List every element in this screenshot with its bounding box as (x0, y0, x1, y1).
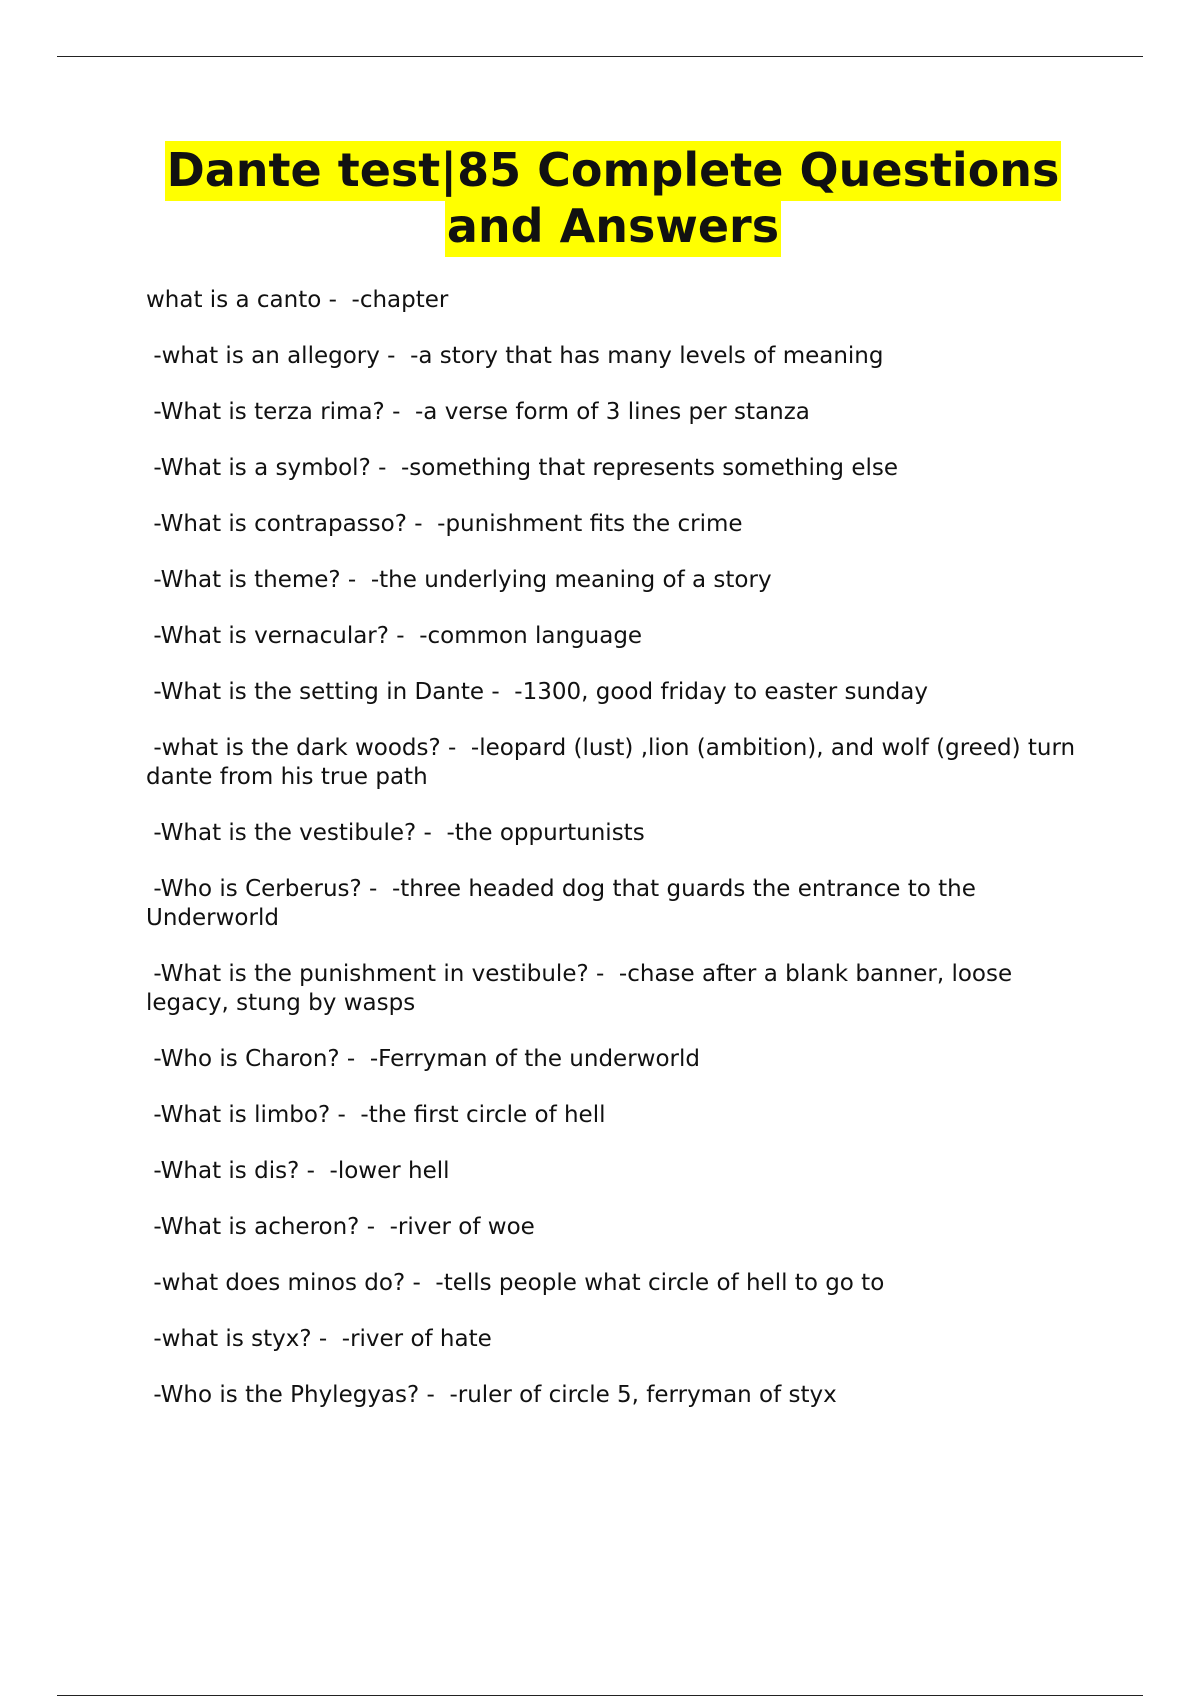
qa-list (146, 286, 1086, 1437)
list-item: -What is a symbol? - -something that represents something else (146, 455, 898, 481)
list-item: -What is the punishment in vestibule? - -chase after a blank banner, loose legacy, stung by wasps (146, 961, 1020, 1016)
list-item: -what is the dark woods? - -leopard (lust) ,lion (ambition), and wolf (greed) turn dante from his true path (146, 735, 1083, 790)
list-item: -Who is Cerberus? - -three headed dog that guards the entrance to the Underworld (146, 876, 984, 931)
document-title (140, 142, 1086, 254)
list-item: -What is the setting in Dante - -1300, good friday to easter sunday (146, 679, 928, 705)
list-item: -what does minos do? - -tells people what circle of hell to go to (146, 1270, 885, 1296)
list-item: -What is vernacular? - -common language (146, 623, 643, 649)
list-item: -What is limbo? - -the first circle of hell (146, 1102, 606, 1128)
list-item: -what is an allegory - -a story that has many levels of meaning (146, 343, 884, 369)
list-item: -What is acheron? - -river of woe (146, 1214, 535, 1240)
list-item: -What is contrapasso? - -punishment fits the crime (146, 511, 743, 537)
bottom-rule (57, 1695, 1143, 1696)
list-item: -what is styx? - -river of hate (146, 1326, 492, 1352)
list-item: -What is the vestibule? - -the oppurtunists (146, 820, 645, 846)
title-highlight: Dante test|85 Complete Questions and Answers (165, 141, 1062, 257)
list-item: -Who is the Phylegyas? - -ruler of circle 5, ferryman of styx (146, 1382, 837, 1408)
list-item: -What is dis? - -lower hell (146, 1158, 450, 1184)
list-item: -What is theme? - -the underlying meaning of a story (146, 567, 772, 593)
top-rule (57, 56, 1143, 57)
list-item: -What is terza rima? - -a verse form of 3 lines per stanza (146, 399, 810, 425)
list-item: -Who is Charon? - -Ferryman of the underworld (146, 1046, 700, 1072)
list-item: what is a canto - -chapter (146, 287, 449, 313)
